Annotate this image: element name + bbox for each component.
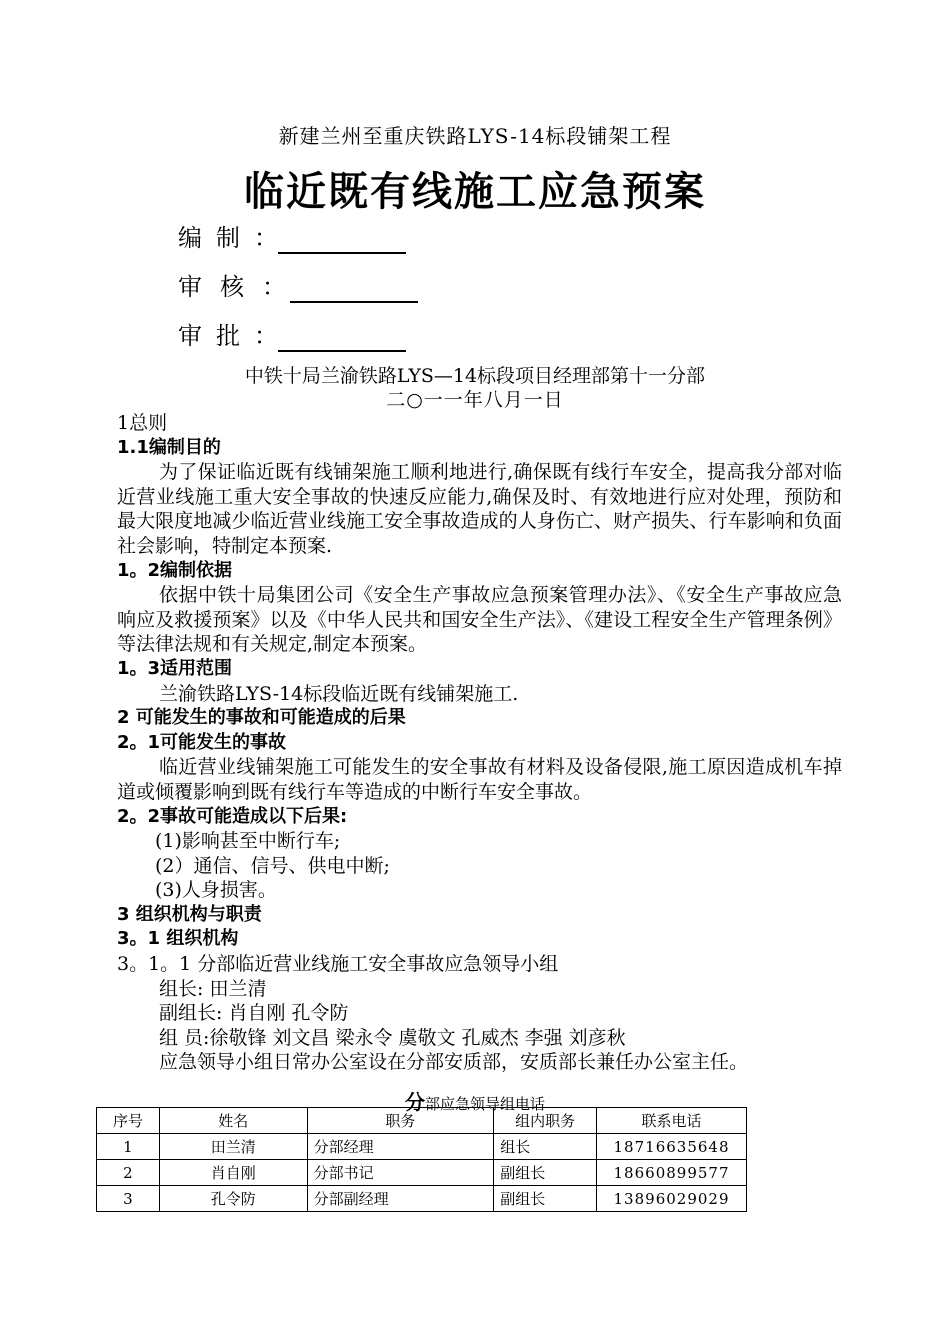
section-1-2-heading: 1。2编制依据 [117, 559, 233, 581]
section-2-1-heading: 2。1可能发生的事故 [117, 731, 287, 753]
cell-phone: 13896029029 [597, 1186, 747, 1212]
column-header: 组内职务 [494, 1108, 597, 1134]
table-caption-first: 分 [404, 1090, 425, 1114]
section-2-heading: 2 可能发生的事故和可能造成的后果 [117, 707, 406, 729]
document-title: 临近既有线施工应急预案 [244, 169, 706, 215]
compile-signature-line [278, 252, 406, 254]
review-signature-line [290, 301, 418, 303]
section-1-1-text: 为了保证临近既有线铺架施工顺利地进行,确保既有线行车安全，提高我分部对临近营业线施工重大安全事故的快速反应能力,确保及时、有效地进行应对处理，预防和最大限度地减少临近营业线施工安全事故造成的人身伤亡、财产损失、行车影响和负面社会影响，特制定本预案. [117, 461, 842, 557]
section-1-heading: 1总则 [117, 412, 168, 434]
consequence-item: (2）通信、信号、供电中断; [155, 854, 390, 877]
cell-phone: 18716635648 [597, 1134, 747, 1160]
column-header: 姓名 [159, 1108, 307, 1134]
section-2-1-text: 临近营业线铺架施工可能发生的安全事故有材料及设备侵限,施工原因造成机车掉道或倾覆影响到既有线行车等造成的中断行车安全事故。 [117, 756, 842, 803]
cell-index: 2 [97, 1160, 160, 1186]
cell-group-role: 组长 [494, 1134, 597, 1160]
contacts-table [96, 1107, 747, 1212]
table-row [97, 1160, 747, 1186]
cell-index: 1 [97, 1134, 160, 1160]
office-note: 应急领导小组日常办公室设在分部安质部，安质部长兼任办公室主任。 [159, 1051, 749, 1074]
compile-label: 编制： [178, 224, 292, 252]
document-body [117, 411, 842, 1075]
section-1-3-text: 兰渝铁路LYS-14标段临近既有线铺架施工. [159, 682, 519, 705]
group-members: 组 员:徐敬锋 刘文昌 梁永令 虞敬文 孔威杰 李强 刘彦秋 [159, 1026, 626, 1049]
section-1-3-heading: 1。3适用范围 [117, 657, 233, 679]
consequence-item: (1)影响甚至中断行车; [155, 830, 341, 853]
cell-position: 分部经理 [307, 1134, 494, 1160]
cell-position: 分部书记 [307, 1160, 494, 1186]
column-header: 职务 [307, 1108, 494, 1134]
approve-signature-line [278, 350, 406, 352]
compile-signature-row [178, 222, 292, 254]
section-3-1-1-heading: 3。1。1 分部临近营业线施工安全事故应急领导小组 [117, 953, 559, 976]
review-label: 审核： [178, 273, 304, 301]
cell-name: 田兰清 [159, 1134, 307, 1160]
group-deputy-leaders: 副组长: 肖自刚 孔令防 [159, 1002, 349, 1025]
cell-group-role: 副组长 [494, 1186, 597, 1212]
section-3-1-heading: 3。1 组织机构 [117, 928, 239, 950]
section-3-heading: 3 组织机构与职责 [117, 903, 262, 925]
table-header-row [97, 1108, 747, 1134]
section-1-1-heading: 1.1编制目的 [117, 436, 221, 458]
cell-name: 孔令防 [159, 1186, 307, 1212]
table-row [97, 1186, 747, 1212]
column-header: 联系电话 [597, 1108, 747, 1134]
approve-label: 审批： [178, 322, 292, 350]
column-header: 序号 [97, 1108, 160, 1134]
cell-phone: 18660899577 [597, 1160, 747, 1186]
cell-name: 肖自刚 [159, 1160, 307, 1186]
cell-index: 3 [97, 1186, 160, 1212]
section-1-2-text: 依据中铁十局集团公司《安全生产事故应急预案管理办法》、《安全生产事故应急响应及救援预案》以及《中华人民共和国安全生产法》、《建设工程安全生产管理条例》等法律法规和有关规定,制定本预案。 [117, 584, 842, 656]
table-row [97, 1134, 747, 1160]
cell-group-role: 副组长 [494, 1160, 597, 1186]
review-signature-row [178, 271, 304, 303]
group-leader: 组长: 田兰清 [159, 977, 267, 1000]
organization-name: 中铁十局兰渝铁路LYS—14标段项目经理部第十一分部 [244, 365, 706, 387]
consequence-item: (3)人身损害。 [155, 879, 277, 902]
section-2-2-heading: 2。2事故可能造成以下后果: [117, 805, 348, 827]
approve-signature-row [178, 320, 292, 352]
project-subtitle: 新建兰州至重庆铁路LYS-14标段铺架工程 [278, 124, 672, 148]
table-caption-rest: 部应急领导组电话 [424, 1095, 545, 1113]
document-date: 二○一一年八月一日 [386, 389, 564, 411]
cell-position: 分部副经理 [307, 1186, 494, 1212]
